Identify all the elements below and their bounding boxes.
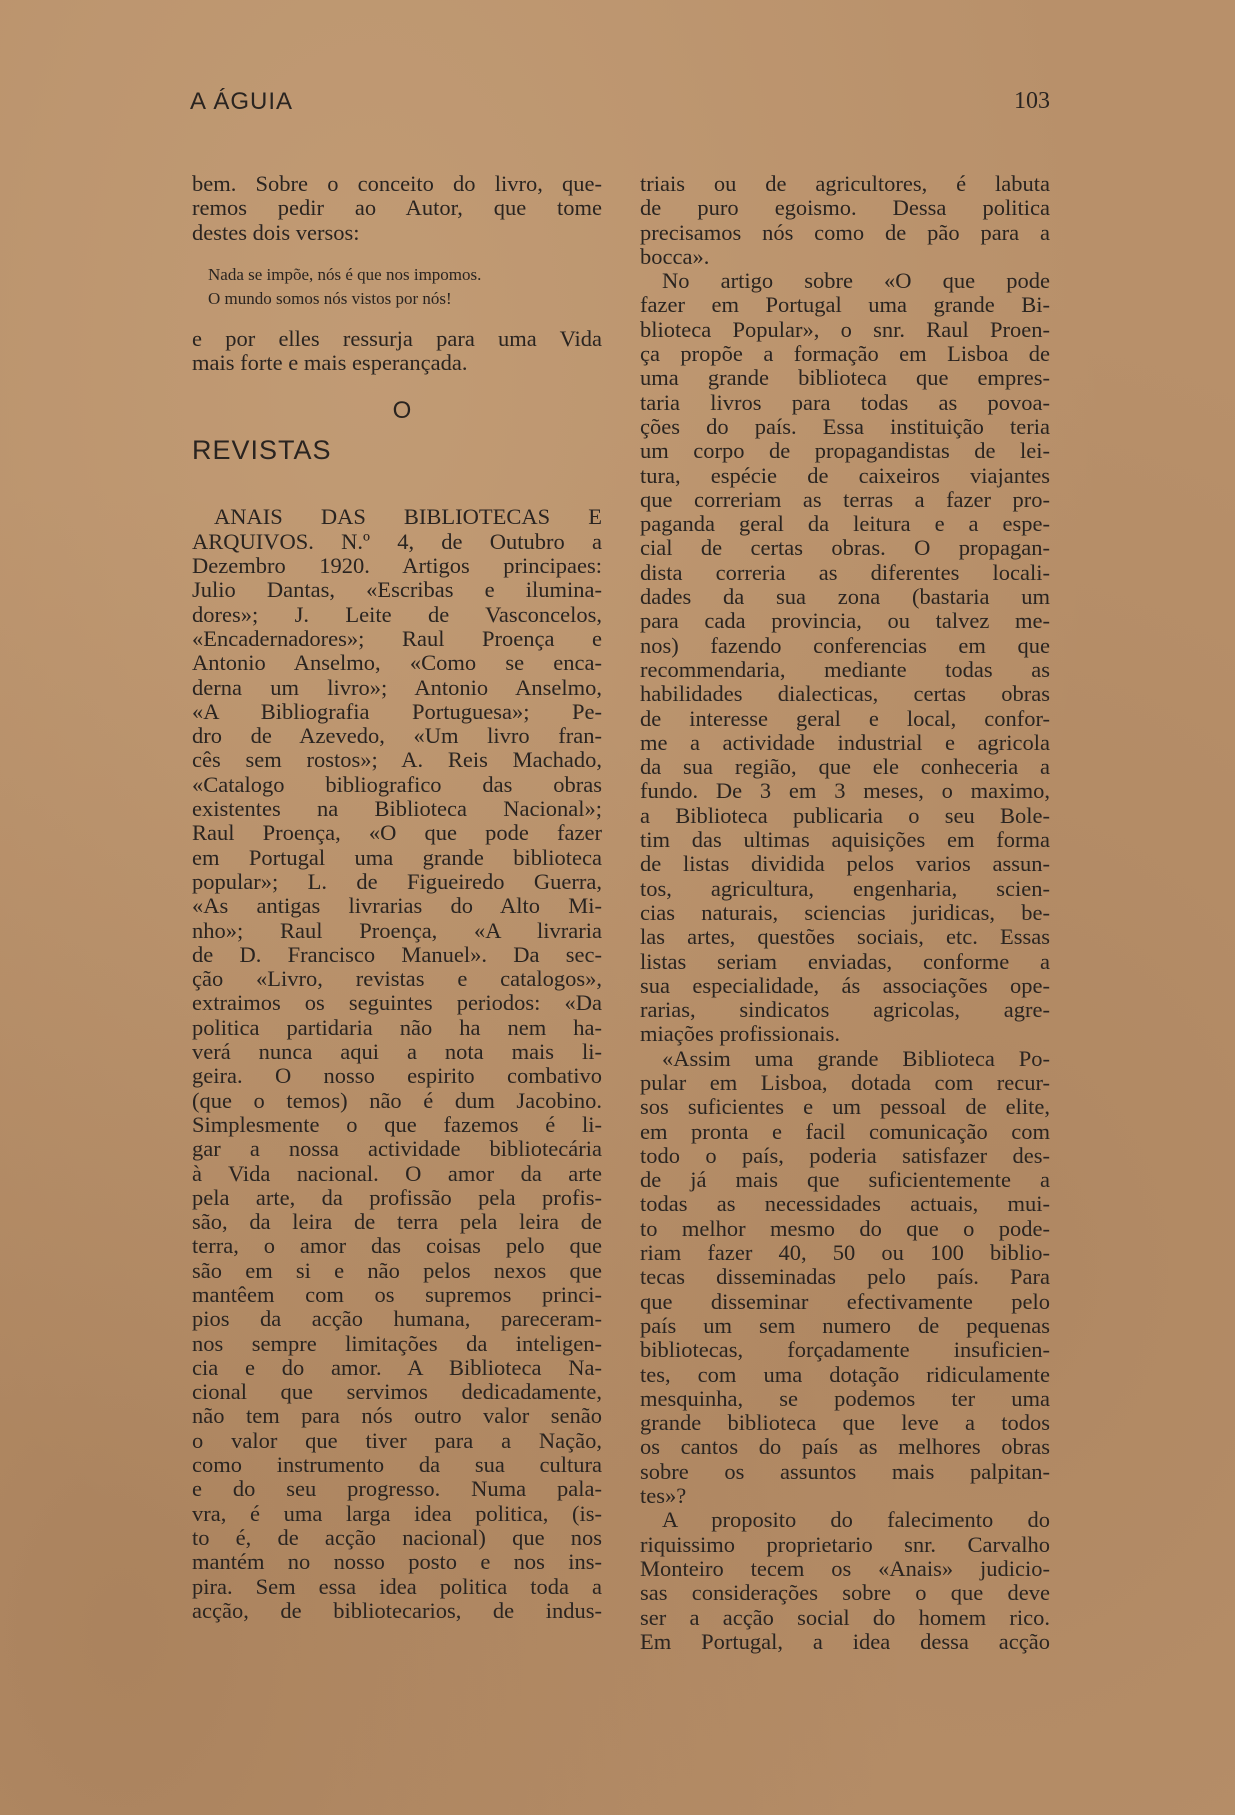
text-line: extraimos os seguintes periodos: «Da <box>192 990 602 1016</box>
text-line: de D. Francisco Manuel». Da sec- <box>192 941 602 967</box>
text-line: em Portugal uma grande biblioteca <box>192 844 602 870</box>
text-line: de listas dividida pelos varios assun- <box>640 851 1050 877</box>
running-head <box>190 88 1050 118</box>
text-line: tecas disseminadas pelo país. Para <box>640 1264 1050 1290</box>
text-line: cial de certas obras. O propagan- <box>640 535 1050 561</box>
text-line: sua especialidade, ás associações ope- <box>640 972 1050 998</box>
text-line: cional que servimos dedicadamente, <box>192 1379 602 1405</box>
text-line: dista correria as diferentes locali- <box>640 559 1050 585</box>
text-line: Simplesmente o que fazemos é li- <box>192 1111 602 1137</box>
text-line: uma grande biblioteca que empres- <box>640 365 1050 391</box>
verse-line: O mundo somos nós vistos por nós! <box>208 288 452 308</box>
text-line: país um sem numero de pequenas <box>640 1312 1050 1338</box>
text-line: os cantos do país as melhores obras <box>640 1434 1050 1460</box>
text-line: recommendaria, mediante todas as <box>640 656 1050 682</box>
text-line: Dezembro 1920. Artigos principaes: <box>192 553 602 579</box>
text-line: vra, é uma larga idea politica, (is- <box>192 1500 602 1526</box>
text-line: politica partidaria não ha nem ha- <box>192 1014 602 1040</box>
text-line: dores»; J. Leite de Vasconcelos, <box>192 601 602 627</box>
text-line: mesquinha, se podemos ter uma <box>640 1385 1050 1411</box>
text-line: de interesse geral e local, confor- <box>640 705 1050 731</box>
text-line: existentes na Biblioteca Nacional»; <box>192 796 602 822</box>
text-line: paganda geral da leitura e a espe- <box>640 511 1050 537</box>
text-line: pela arte, da profissão pela profis- <box>192 1184 602 1210</box>
text-line: ções do país. Essa instituição teria <box>640 413 1050 439</box>
text-line: triais ou de agricultores, é labuta <box>640 171 1050 196</box>
section-letter: O <box>392 397 412 425</box>
text-line: e do seu progresso. Numa pala- <box>192 1476 602 1502</box>
section-heading: REVISTAS <box>192 435 332 466</box>
text-line: nho»; Raul Proença, «A livraria <box>192 917 602 943</box>
text-line: cia e do amor. A Biblioteca Na- <box>192 1354 602 1380</box>
text-line: popular»; L. de Figueiredo Guerra, <box>192 868 602 894</box>
text-line: dro de Azevedo, «Um livro fran- <box>192 723 602 749</box>
text-line: à Vida nacional. O amor da arte <box>192 1160 602 1186</box>
text-line: «A Bibliografia Portuguesa»; Pe- <box>192 698 602 724</box>
text-line: miações profissionais. <box>640 1021 840 1047</box>
text-line: pular em Lisboa, dotada com recur- <box>640 1069 1050 1095</box>
text-line: são em si e não pelos nexos que <box>192 1257 602 1283</box>
text-line: que correriam as terras a fazer pro- <box>640 486 1050 512</box>
page-number: 103 <box>1014 88 1050 114</box>
text-line: ARQUIVOS. N.º 4, de Outubro a <box>192 528 602 554</box>
text-line: to melhor mesmo do que o pode- <box>640 1215 1050 1241</box>
text-line: ça propõe a formação em Lisboa de <box>640 341 1050 367</box>
text-line: terra, o amor das coisas pelo que <box>192 1233 602 1259</box>
text-line: cias naturais, sciencias juridicas, be- <box>640 899 1050 925</box>
text-line: da sua região, que ele conheceria a <box>640 754 1050 780</box>
text-line: (que o temos) não é dum Jacobino. <box>192 1087 602 1113</box>
text-line: ser a acção social do homem rico. <box>640 1604 1050 1630</box>
text-line: ção «Livro, revistas e catalogos», <box>192 966 602 992</box>
text-line: que disseminar efectivamente pelo <box>640 1288 1050 1314</box>
text-line: mantém no nosso posto e nos ins- <box>192 1549 602 1575</box>
text-line: nos) fazendo conferencias em que <box>640 632 1050 658</box>
text-line: me a actividade industrial e agricola <box>640 729 1050 755</box>
text-line: e por elles ressurja para uma Vida <box>192 325 602 351</box>
text-line: «Catalogo bibliografico das obras <box>192 771 602 797</box>
text-line: a Biblioteca publicaria o seu Bole- <box>640 802 1050 828</box>
text-line: acção, de bibliotecarios, de indus- <box>192 1597 602 1623</box>
text-line: mais forte e mais esperançada. <box>192 350 468 376</box>
text-line: todas as necessidades actuais, mui- <box>640 1191 1050 1217</box>
text-line: to é, de acção nacional) que nos <box>192 1524 602 1550</box>
text-line: bocca». <box>640 243 710 269</box>
text-line: derna um livro»; Antonio Anselmo, <box>192 674 602 700</box>
text-line: são, da leira de terra pela leira de <box>192 1209 602 1235</box>
text-line: sobre os assuntos mais palpitan- <box>640 1458 1050 1484</box>
text-line: Raul Proença, «O que pode fazer <box>192 820 602 846</box>
verse-line: Nada se impõe, nós é que nos impomos. <box>208 264 482 284</box>
text-line: de puro egoismo. Dessa politica <box>640 195 1050 221</box>
text-line: remos pedir ao Autor, que tome <box>192 195 602 221</box>
text-line: o valor que tiver para a Nação, <box>192 1427 602 1453</box>
text-line: sas considerações sobre o que deve <box>640 1580 1050 1606</box>
text-line: listas seriam enviadas, conforme a <box>640 948 1050 974</box>
text-line: pira. Sem essa idea politica toda a <box>192 1573 602 1599</box>
text-line: «As antigas livrarias do Alto Mi- <box>192 893 602 919</box>
text-line: geira. O nosso espirito combativo <box>192 1063 602 1089</box>
text-line: para cada provincia, ou talvez me- <box>640 608 1050 634</box>
text-line: Antonio Anselmo, «Como se enca- <box>192 650 602 676</box>
text-line: precisamos nós como de pão para a <box>640 219 1050 245</box>
text-line: verá nunca aqui a nota mais li- <box>192 1039 602 1065</box>
text-line: destes dois versos: <box>192 219 360 245</box>
after-verse-block <box>192 327 602 376</box>
text-line: em pronta e facil comunicação com <box>640 1118 1050 1144</box>
text-line: todo o país, poderia satisfazer des- <box>640 1142 1050 1168</box>
text-line: bibliotecas, forçadamente insuficien- <box>640 1337 1050 1363</box>
text-line: tura, espécie de caixeiros viajantes <box>640 462 1050 488</box>
text-line: de já mais que suficientemente a <box>640 1167 1050 1193</box>
text-line: blioteca Popular», o snr. Raul Proen- <box>640 316 1050 342</box>
text-line: tim das ultimas aquisições em forma <box>640 827 1050 853</box>
left-column <box>192 172 602 1623</box>
text-line: bem. Sobre o conceito do livro, que- <box>192 171 602 196</box>
text-line: nos sempre limitações da inteligen- <box>192 1330 602 1356</box>
text-line: sos suficientes e um pessoal de elite, <box>640 1094 1050 1120</box>
text-line: No artigo sobre «O que pode <box>662 268 1050 294</box>
text-line: fundo. De 3 em 3 meses, o maximo, <box>640 778 1050 804</box>
review-body <box>192 505 602 1623</box>
text-line: riam fazer 40, 50 ou 100 biblio- <box>640 1240 1050 1266</box>
text-line: fazer em Portugal uma grande Bi- <box>640 292 1050 318</box>
text-line: tes, com uma dotação ridiculamente <box>640 1361 1050 1387</box>
text-line: habilidades dialecticas, certas obras <box>640 681 1050 707</box>
text-line: um corpo de propagandistas de lei- <box>640 438 1050 464</box>
text-line: las artes, questões sociais, etc. Essas <box>640 924 1050 950</box>
text-line: como instrumento da sua cultura <box>192 1452 602 1478</box>
text-line: Monteiro tecem os «Anais» judicio- <box>640 1555 1050 1581</box>
text-line: «Encadernadores»; Raul Proença e <box>192 625 602 651</box>
text-line: riquissimo proprietario snr. Carvalho <box>640 1531 1050 1557</box>
right-column <box>640 172 1050 1654</box>
text-line: Em Portugal, a idea dessa acção <box>640 1628 1050 1654</box>
text-line: rarias, sindicatos agricolas, agre- <box>640 997 1050 1023</box>
text-line: tos, agricultura, engenharia, scien- <box>640 875 1050 901</box>
journal-name: A ÁGUIA <box>190 88 294 115</box>
text-line: gar a nossa actividade bibliotecária <box>192 1136 602 1162</box>
text-line: não tem para nós outro valor senão <box>192 1403 602 1429</box>
text-line: tes»? <box>640 1483 687 1509</box>
text-line: A proposito do falecimento do <box>662 1507 1050 1533</box>
text-line: «Assim uma grande Biblioteca Po- <box>662 1045 1050 1071</box>
text-line: mantêem com os supremos princi- <box>192 1281 602 1307</box>
text-line: pios da acção humana, pareceram- <box>192 1306 602 1332</box>
text-line: dades da sua zona (bastaria um <box>640 584 1050 610</box>
text-line: taria livros para todas as povoa- <box>640 389 1050 415</box>
text-line: grande biblioteca que leve a todos <box>640 1410 1050 1436</box>
text-line: ANAIS DAS BIBLIOTECAS E <box>214 504 602 530</box>
text-line: cês sem rostos»; A. Reis Machado, <box>192 747 602 773</box>
text-line: Julio Dantas, «Escribas e ilumina- <box>192 577 602 603</box>
